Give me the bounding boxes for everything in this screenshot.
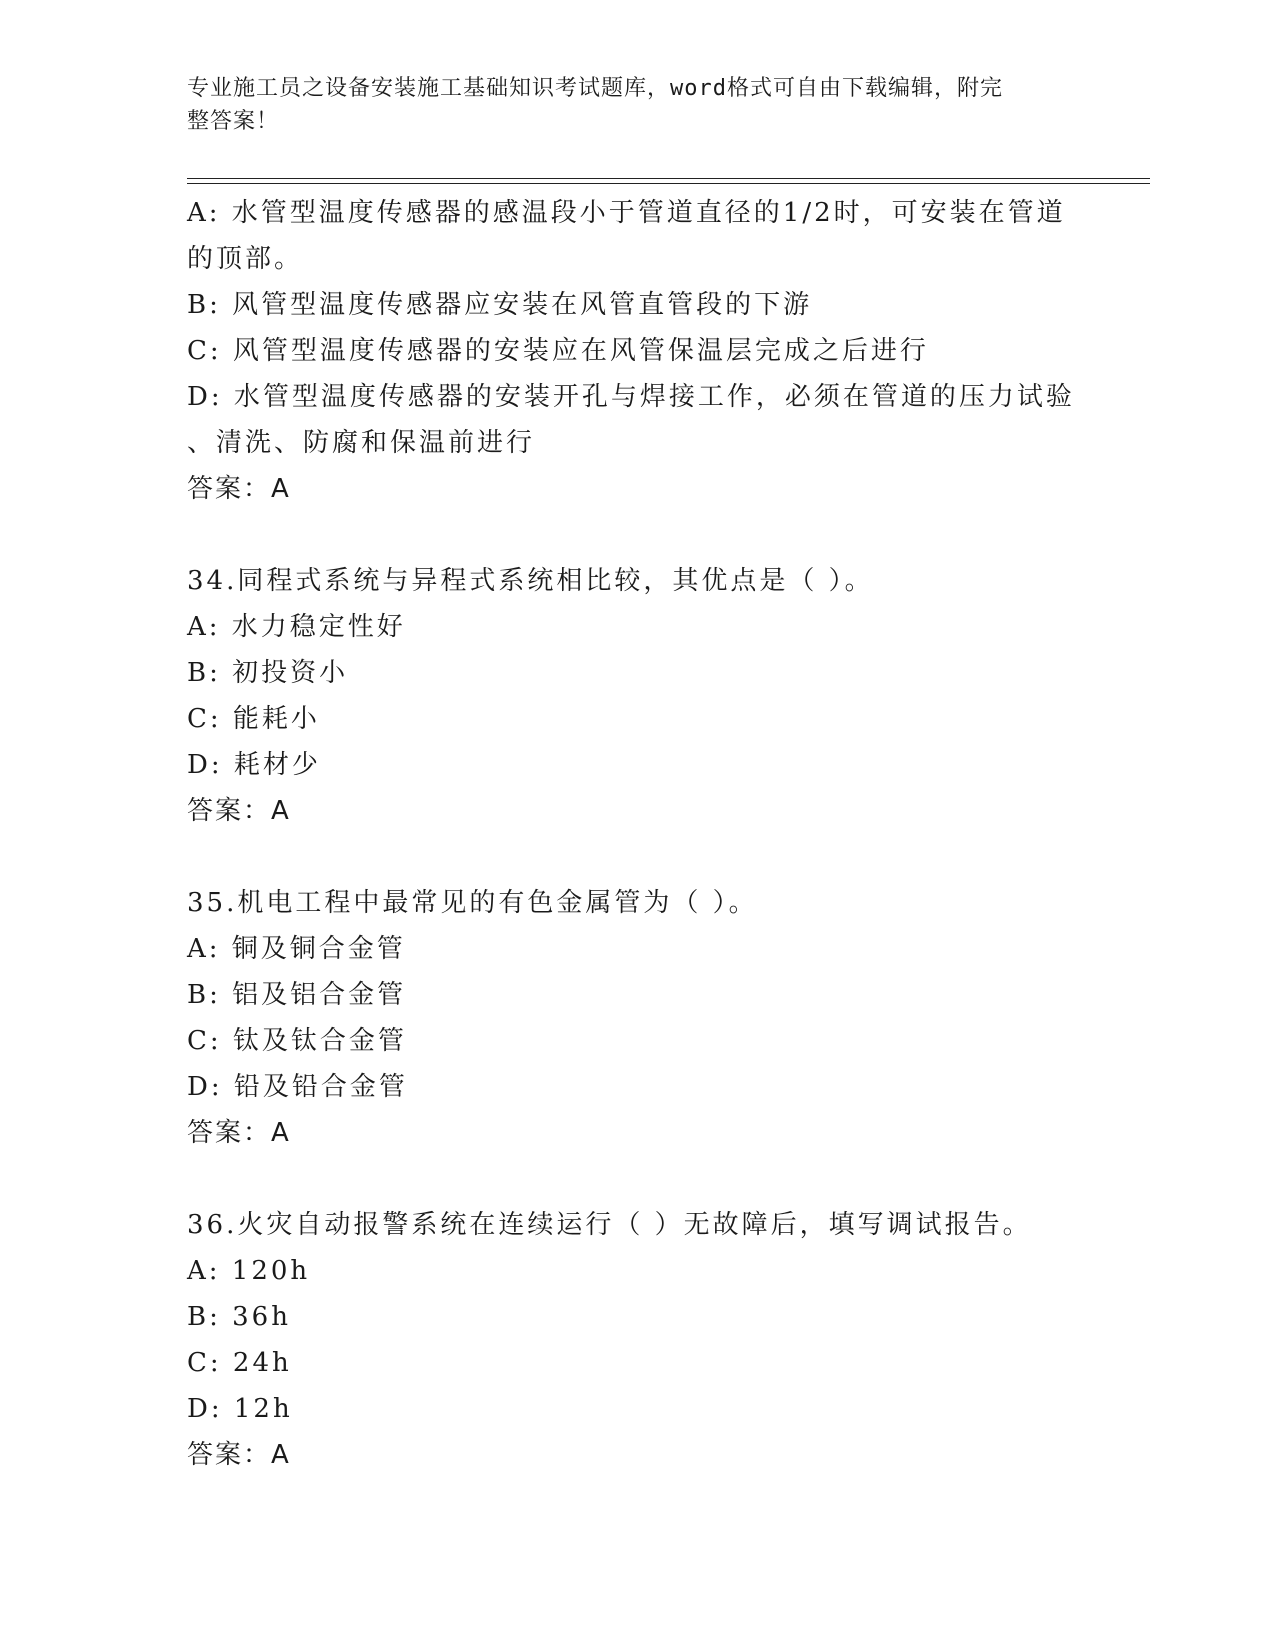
question-block-36 xyxy=(187,1202,1087,1478)
spacer xyxy=(187,1156,1087,1202)
option-d: D: 耗材少 xyxy=(187,750,321,780)
spacer xyxy=(187,512,1087,558)
option-c: C: 24h xyxy=(187,1348,292,1378)
question-block-35 xyxy=(187,880,1087,1156)
answer: 答案：A xyxy=(187,1118,291,1148)
header-divider-top xyxy=(187,178,1150,179)
option-b: B: 初投资小 xyxy=(187,658,349,688)
answer: 答案：A xyxy=(187,796,291,826)
document-body xyxy=(187,190,1087,1478)
header-line-2: 整答案！ xyxy=(187,109,280,134)
option-c: C: 能耗小 xyxy=(187,704,320,734)
option-a-line-1: A: 水管型温度传感器的感温段小于管道直径的1/2时，可安装在管道 xyxy=(187,198,1066,228)
option-c: C: 钛及钛合金管 xyxy=(187,1026,407,1056)
question-block-34 xyxy=(187,558,1087,834)
answer: 答案：A xyxy=(187,474,291,504)
header-divider-bottom xyxy=(187,183,1150,184)
option-d: D: 12h xyxy=(187,1394,293,1424)
option-a: A: 铜及铜合金管 xyxy=(187,934,406,964)
question-stem: 34.同程式系统与异程式系统相比较，其优点是（ ）。 xyxy=(187,566,874,596)
option-b: B: 铝及铝合金管 xyxy=(187,980,407,1010)
option-d-line-1: D: 水管型温度传感器的安装开孔与焊接工作，必须在管道的压力试验 xyxy=(187,382,1075,412)
option-d-line-2: 、清洗、防腐和保温前进行 xyxy=(187,428,536,458)
option-c: C: 风管型温度传感器的安装应在风管保温层完成之后进行 xyxy=(187,336,929,366)
option-a-line-2: 的顶部。 xyxy=(187,244,304,274)
header-line-1: 专业施工员之设备安装施工基础知识考试题库，word格式可自由下载编辑，附完 xyxy=(187,76,1003,101)
option-a: A: 水力稳定性好 xyxy=(187,612,406,642)
option-a: A: 120h xyxy=(187,1256,311,1286)
question-stem: 36.火灾自动报警系统在连续运行（ ）无故障后，填写调试报告。 xyxy=(187,1210,1032,1240)
option-b: B: 风管型温度传感器应安装在风管直管段的下游 xyxy=(187,290,813,320)
document-header xyxy=(187,72,1067,138)
option-d: D: 铅及铅合金管 xyxy=(187,1072,408,1102)
answer: 答案：A xyxy=(187,1440,291,1470)
question-stem: 35.机电工程中最常见的有色金属管为（ ）。 xyxy=(187,888,758,918)
question-block-33 xyxy=(187,190,1087,512)
option-b: B: 36h xyxy=(187,1302,291,1332)
spacer xyxy=(187,834,1087,880)
